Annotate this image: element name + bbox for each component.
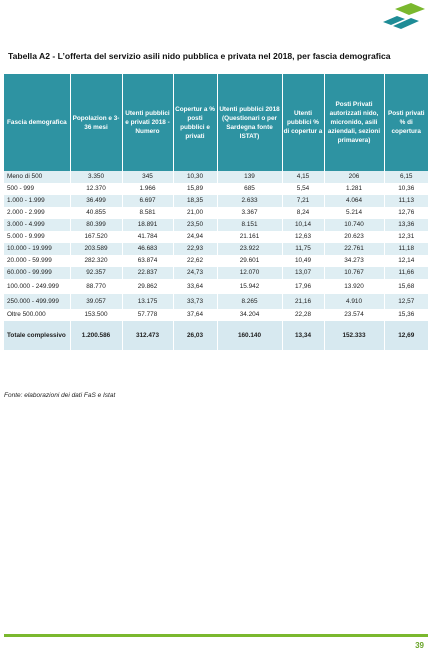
table-cell: 345: [122, 171, 173, 183]
footer-divider: [4, 634, 428, 637]
table-cell: 88.770: [70, 279, 122, 294]
table-cell: 10,49: [282, 255, 324, 267]
table-cell: 15,89: [173, 183, 217, 195]
table-cell: 57.778: [122, 309, 173, 321]
table-cell: 2.633: [217, 195, 282, 207]
table-cell: 17,96: [282, 279, 324, 294]
row-label-cell: 100.000 - 249.999: [4, 279, 70, 294]
table-cell: 10.740: [324, 219, 384, 231]
table-cell: 22.761: [324, 243, 384, 255]
table-cell: 8,24: [282, 207, 324, 219]
table-cell: 8.265: [217, 294, 282, 309]
data-table: [4, 74, 428, 350]
table-cell: 12,57: [384, 294, 428, 309]
table-cell: 24,73: [173, 267, 217, 279]
table-cell: 10,36: [384, 183, 428, 195]
table-cell: 7,21: [282, 195, 324, 207]
table-cell: 15,36: [384, 309, 428, 321]
table-cell: 11,66: [384, 267, 428, 279]
table-cell: 33,73: [173, 294, 217, 309]
table-title: Tabella A2 - L’offerta del servizio asili nido pubblica e privata nel 2018, per fascia demografica: [8, 51, 391, 61]
table-cell: 33,64: [173, 279, 217, 294]
total-cell: 160.140: [217, 321, 282, 350]
table-cell: 4,15: [282, 171, 324, 183]
table-cell: 10,30: [173, 171, 217, 183]
row-label-cell: 2.000 - 2.999: [4, 207, 70, 219]
column-header: Posti Privati autorizzati nido, micronido, asili aziendali, sezioni primavera): [324, 74, 384, 171]
total-cell: 1.200.586: [70, 321, 122, 350]
column-header: Copertur a % posti pubblici e privati: [173, 74, 217, 171]
table-cell: 11,18: [384, 243, 428, 255]
column-header: Posti privati % di copertura: [384, 74, 428, 171]
table-cell: 12,14: [384, 255, 428, 267]
table-cell: 46.683: [122, 243, 173, 255]
total-cell: 26,03: [173, 321, 217, 350]
table-cell: 3.350: [70, 171, 122, 183]
column-header: Utenti pubblici % di copertur a: [282, 74, 324, 171]
table-cell: 92.357: [70, 267, 122, 279]
table-cell: 206: [324, 171, 384, 183]
table-row: [4, 294, 428, 309]
table-cell: 12,31: [384, 231, 428, 243]
row-label-cell: 60.000 - 99.999: [4, 267, 70, 279]
table-cell: 37,64: [173, 309, 217, 321]
table-cell: 13.175: [122, 294, 173, 309]
table-cell: 15.942: [217, 279, 282, 294]
table-cell: 685: [217, 183, 282, 195]
table-cell: 22,93: [173, 243, 217, 255]
row-label-cell: 20.000 - 59.999: [4, 255, 70, 267]
table-cell: 24,94: [173, 231, 217, 243]
table-cell: 36.499: [70, 195, 122, 207]
table-cell: 12.070: [217, 267, 282, 279]
table-cell: 18.891: [122, 219, 173, 231]
table-cell: 6,15: [384, 171, 428, 183]
table-cell: 18,35: [173, 195, 217, 207]
table-cell: 23.574: [324, 309, 384, 321]
table-row: [4, 267, 428, 279]
table-cell: 12,63: [282, 231, 324, 243]
table-cell: 167.520: [70, 231, 122, 243]
table-cell: 20.623: [324, 231, 384, 243]
table-cell: 8.151: [217, 219, 282, 231]
table-cell: 23,50: [173, 219, 217, 231]
table-cell: 63.874: [122, 255, 173, 267]
table-cell: 29.862: [122, 279, 173, 294]
table-cell: 4.064: [324, 195, 384, 207]
row-label-cell: 10.000 - 19.999: [4, 243, 70, 255]
row-label-cell: 5.000 - 9.999: [4, 231, 70, 243]
table-cell: 80.399: [70, 219, 122, 231]
column-header: Popolazion e 3-36 mesi: [70, 74, 122, 171]
table-cell: 282.320: [70, 255, 122, 267]
total-cell: 312.473: [122, 321, 173, 350]
logo-icon: [381, 2, 427, 30]
table-cell: 21,00: [173, 207, 217, 219]
table-cell: 11,75: [282, 243, 324, 255]
table-cell: 5,54: [282, 183, 324, 195]
column-header: Fascia demografica: [4, 74, 70, 171]
row-label-cell: Oltre 500.000: [4, 309, 70, 321]
total-row: [4, 321, 428, 350]
table-cell: 22.837: [122, 267, 173, 279]
table-cell: 13,36: [384, 219, 428, 231]
table-cell: 5.214: [324, 207, 384, 219]
table-row: [4, 309, 428, 321]
table-cell: 1.281: [324, 183, 384, 195]
table-cell: 6.697: [122, 195, 173, 207]
table-row: [4, 279, 428, 294]
total-cell: 12,69: [384, 321, 428, 350]
column-header: Utenti pubblici 2018 (Questionari o per Sardegna fonte ISTAT): [217, 74, 282, 171]
table-row: [4, 255, 428, 267]
table-cell: 4.910: [324, 294, 384, 309]
table-cell: 22,62: [173, 255, 217, 267]
table-cell: 10,14: [282, 219, 324, 231]
table-row: [4, 171, 428, 183]
table-cell: 29.601: [217, 255, 282, 267]
table-cell: 8.581: [122, 207, 173, 219]
column-header: Utenti pubblici e privati 2018 - Numero: [122, 74, 173, 171]
table-cell: 12.370: [70, 183, 122, 195]
row-label-cell: 500 - 999: [4, 183, 70, 195]
table-header-row: [4, 74, 428, 171]
row-label-cell: 3.000 - 4.999: [4, 219, 70, 231]
table-cell: 13,07: [282, 267, 324, 279]
total-cell: Totale complessivo: [4, 321, 70, 350]
total-cell: 152.333: [324, 321, 384, 350]
source-note: Fonte: elaborazioni dei dati FaS e Istat: [4, 392, 116, 399]
table-cell: 40.855: [70, 207, 122, 219]
table-row: [4, 219, 428, 231]
table-cell: 203.589: [70, 243, 122, 255]
table-cell: 13.920: [324, 279, 384, 294]
table-row: [4, 243, 428, 255]
table-cell: 139: [217, 171, 282, 183]
row-label-cell: 1.000 - 1.999: [4, 195, 70, 207]
table-row: [4, 207, 428, 219]
table-row: [4, 231, 428, 243]
table-cell: 21,16: [282, 294, 324, 309]
table-cell: 1.966: [122, 183, 173, 195]
table-cell: 41.784: [122, 231, 173, 243]
page-number: 39: [415, 641, 424, 650]
row-label-cell: 250.000 - 499.999: [4, 294, 70, 309]
table-cell: 153.500: [70, 309, 122, 321]
table-cell: 15,68: [384, 279, 428, 294]
table-body: [4, 171, 428, 321]
row-label-cell: Meno di 500: [4, 171, 70, 183]
table-row: [4, 195, 428, 207]
table-row: [4, 183, 428, 195]
table-cell: 12,76: [384, 207, 428, 219]
table-cell: 34.204: [217, 309, 282, 321]
table-cell: 22,28: [282, 309, 324, 321]
table-cell: 10.767: [324, 267, 384, 279]
table-cell: 11,13: [384, 195, 428, 207]
table-cell: 34.273: [324, 255, 384, 267]
total-cell: 13,34: [282, 321, 324, 350]
table-cell: 3.367: [217, 207, 282, 219]
table-cell: 39.057: [70, 294, 122, 309]
table-cell: 23.922: [217, 243, 282, 255]
table-cell: 21.161: [217, 231, 282, 243]
